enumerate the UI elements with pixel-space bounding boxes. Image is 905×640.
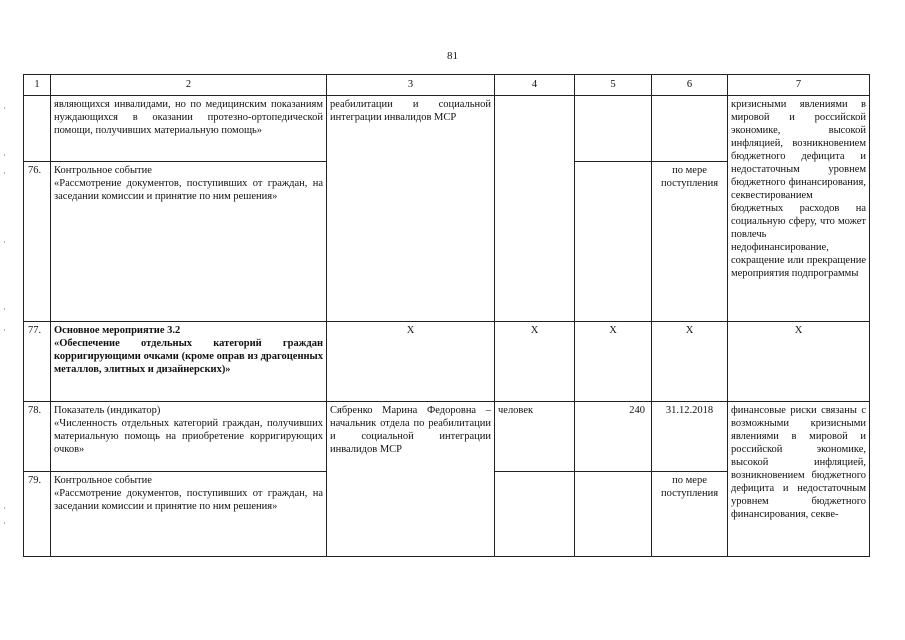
event-title: Контрольное событие [54,475,152,486]
header-cell: 6 [652,75,728,96]
risk-cell: финансовые риски связаны с возможными кризисными явлениями в мировой и российской экономике, высокой инфляцией, возникновением бюджетного дефицита и недостаточным уровнем бюджетного финансирования, секве- [728,402,870,557]
event-title: Контрольное событие [54,165,152,176]
value-cell [575,162,652,322]
event-text: «Рассмотрение документов, поступивших от граждан, на заседании комиссии и принятие по ним решения» [54,488,323,512]
edge-mark: · [3,168,6,178]
date-cell [652,96,728,162]
edge-mark: · [3,150,6,160]
edge-mark: · [3,237,6,247]
edge-mark: · [3,503,6,513]
header-row [24,75,870,96]
description-cell [51,162,327,322]
indicator-text: «Численность отдельных категорий граждан, получивших материальную помощь на приобретение корригирующих очков» [54,418,323,455]
edge-mark: · [3,103,6,113]
edge-mark: · [3,518,6,528]
header-cell: 5 [575,75,652,96]
row-number: 78. [24,402,51,472]
responsible-cell: реабилитации и социальной интеграции инвалидов МСР [327,96,495,322]
description-cell: являющихся инвалидами, но по медицинским показаниям нуждающихся в оказании протезно-ортопедической помощи, получивших материальную помощь» [51,96,327,162]
page-number: 81 [447,50,458,62]
value-cell [575,472,652,557]
table-row-continuation [24,96,870,162]
description-cell [51,402,327,472]
edge-mark: · [3,325,6,335]
row-number: 79. [24,472,51,557]
header-cell: 3 [327,75,495,96]
header-cell: 2 [51,75,327,96]
activity-text: «Обеспечение отдельных категорий граждан корригирующими очками (кроме оправ из драгоценных металлов, элитных и дизайнерских)» [54,338,323,375]
row-number-cell [24,96,51,162]
date-cell: по мере поступления [652,162,728,322]
row-number: 76. [24,162,51,322]
responsible-cell: Сябренко Марина Федоровна – начальник отдела по реабилитации и социальной интеграции инвалидов МСР [327,402,495,557]
unit-cell: X [495,322,575,402]
header-cell: 4 [495,75,575,96]
row-number: 77. [24,322,51,402]
unit-cell [495,96,575,322]
header-cell: 1 [24,75,51,96]
plan-table [23,74,870,557]
table-row-77 [24,322,870,402]
responsible-cell: X [327,322,495,402]
event-text: «Рассмотрение документов, поступивших от граждан, на заседании комиссии и принятие по ним решения» [54,178,323,202]
edge-mark: · [3,304,6,314]
risk-cell: кризисными явлениями в мировой и российской экономике, высокой инфляцией, возникновением бюджетного дефицита и недостаточным уровнем бюджетного финансирования, секвестированием бюджетных расходов на социальную сферу, что может повлечь недофинансирование, сокращение или прекращение мероприятия подпрограммы [728,96,870,322]
risk-cell: X [728,322,870,402]
date-cell: по мере поступления [652,472,728,557]
value-cell [575,96,652,162]
unit-cell [495,472,575,557]
date-cell: X [652,322,728,402]
description-cell [51,322,327,402]
value-cell: X [575,322,652,402]
unit-cell: человек [495,402,575,472]
table-row-78 [24,402,870,472]
value-cell: 240 [575,402,652,472]
header-cell: 7 [728,75,870,96]
activity-title: Основное мероприятие 3.2 [54,325,181,336]
description-cell [51,472,327,557]
indicator-title: Показатель (индикатор) [54,405,161,416]
date-cell: 31.12.2018 [652,402,728,472]
